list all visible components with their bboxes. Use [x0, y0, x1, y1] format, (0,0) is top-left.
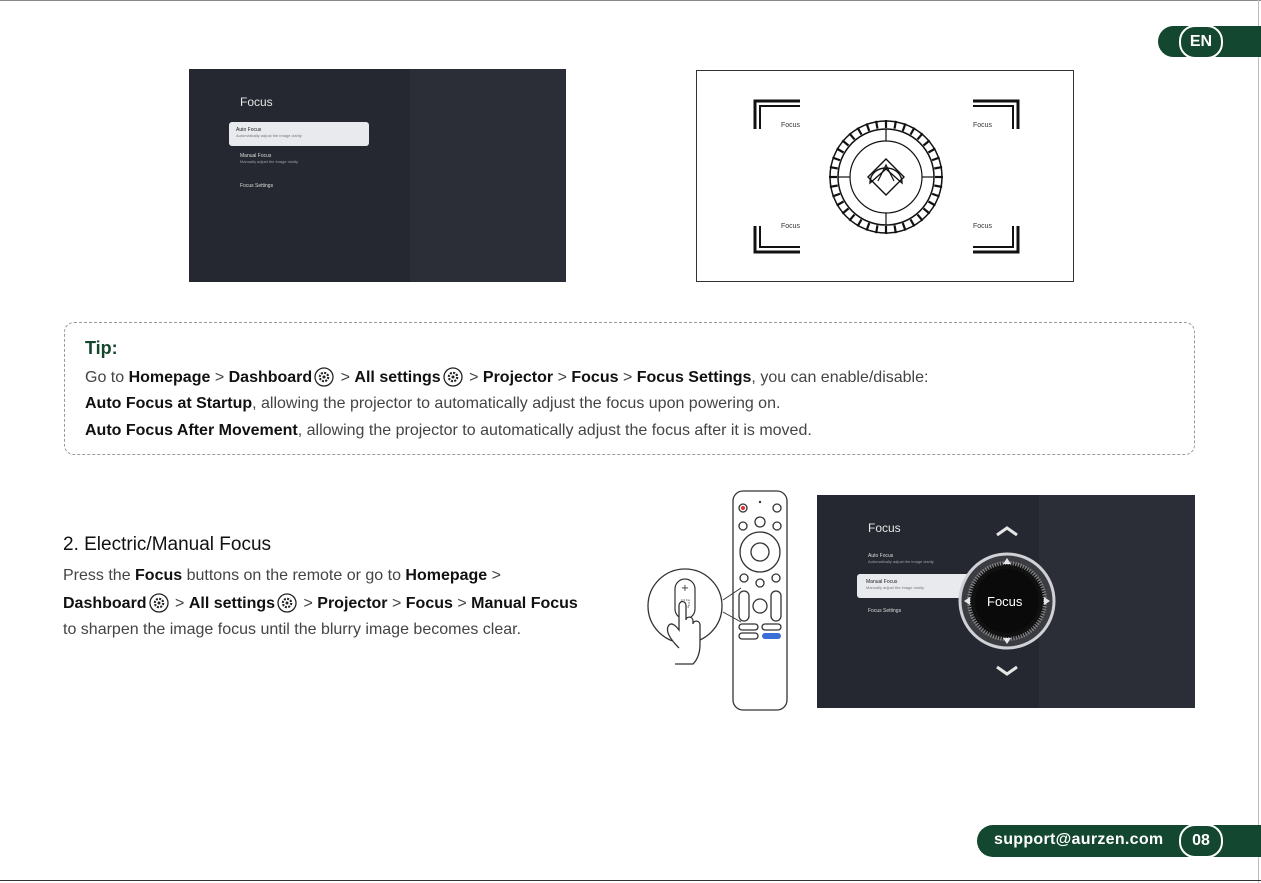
settings-gear-icon: [149, 593, 169, 613]
path-focus: Focus: [405, 595, 453, 612]
remote-illustration: [645, 488, 795, 713]
text: Press the: [63, 567, 136, 584]
path-all-settings: All settings: [188, 595, 276, 612]
top-rule: [0, 0, 1261, 1]
separator: >: [170, 595, 189, 612]
menu-item-manual-focus: [240, 153, 298, 164]
menu-item-auto-focus: [868, 553, 934, 564]
path-all-settings: All settings: [354, 369, 441, 386]
path-projector: Projector: [317, 595, 388, 612]
section-line-2: [63, 593, 578, 613]
separator: >: [618, 369, 637, 386]
focus-menu-screenshot: [189, 69, 566, 282]
pattern-label-bottom-left: Focus: [781, 223, 801, 230]
screen-title: Focus: [240, 95, 273, 109]
section-title: 2. Electric/Manual Focus: [63, 534, 272, 555]
focus-button-ref: Focus: [135, 567, 183, 584]
path-projector: Projector: [482, 369, 554, 386]
menu-item-sub: Automatically adjust the image clarity: [868, 559, 934, 564]
remote-body: [733, 491, 787, 710]
option-auto-focus-after-movement: Auto Focus After Movement: [85, 422, 298, 439]
tip-title: Tip:: [85, 338, 118, 358]
pattern-label-bottom-right: Focus: [973, 223, 993, 230]
menu-item-focus-settings: Focus Settings: [868, 608, 902, 614]
manual-focus-screenshot: [817, 495, 1195, 708]
tip-line-1: [85, 367, 928, 387]
option-auto-focus-startup: Auto Focus at Startup: [85, 395, 253, 412]
separator: >: [464, 369, 483, 386]
separator: >: [487, 567, 501, 584]
path-homepage: Homepage: [128, 369, 211, 386]
menu-item-focus-settings: Focus Settings: [240, 183, 274, 189]
focus-test-pattern: [696, 70, 1074, 282]
screen-title: Focus: [868, 521, 901, 535]
chevron-down-icon: [997, 667, 1017, 674]
separator: >: [452, 595, 472, 612]
path-manual-focus: Manual Focus: [471, 595, 578, 612]
focus-pattern-graphic: [697, 71, 1075, 283]
settings-gear-icon: [443, 367, 463, 387]
svg-text:+: +: [680, 583, 690, 594]
separator: >: [299, 595, 318, 612]
screen-right-pane: [1039, 495, 1195, 708]
path-dashboard: Dashboard: [228, 369, 313, 386]
path-focus-settings: Focus Settings: [636, 369, 752, 386]
separator: >: [553, 369, 572, 386]
text: Go to: [85, 369, 129, 386]
text: , allowing the projector to automatically adjust the focus upon powering on.: [252, 395, 781, 412]
pattern-label-top-left: Focus: [781, 122, 801, 129]
path-homepage: Homepage: [405, 567, 488, 584]
section-line-1: [63, 567, 501, 585]
text: buttons on the remote or go to: [182, 567, 406, 584]
chevron-up-icon: [997, 528, 1017, 535]
section-line-3: to sharpen the image focus until the blurry image becomes clear.: [63, 621, 522, 638]
menu-item-label: Auto Focus: [236, 127, 262, 133]
menu-item-sub: Manually adjust the image clarity: [866, 585, 925, 590]
tip-line-3: [85, 422, 812, 440]
focus-dial-label: Focus: [987, 594, 1023, 609]
menu-item-label: Auto Focus: [868, 553, 894, 559]
support-email[interactable]: support@aurzen.com: [994, 831, 1164, 848]
language-badge: EN: [1179, 25, 1223, 59]
text: , you can enable/disable:: [751, 369, 929, 386]
menu-item-sub: Manually adjust the image clarity: [240, 159, 299, 164]
separator: >: [336, 369, 355, 386]
page-number: 08: [1179, 824, 1223, 858]
menu-item-label: Manual Focus: [240, 153, 272, 159]
separator: >: [210, 369, 229, 386]
path-focus: Focus: [571, 369, 619, 386]
text: , allowing the projector to automatically adjust the focus after it is moved.: [297, 422, 812, 439]
separator: >: [387, 595, 406, 612]
pattern-label-top-right: Focus: [973, 122, 993, 129]
tip-line-2: [85, 395, 780, 413]
right-rule: [1258, 0, 1259, 883]
menu-item-label: Manual Focus: [866, 579, 898, 585]
settings-gear-icon: [277, 593, 297, 613]
screen-right-pane: [410, 69, 566, 282]
menu-item-auto-focus: [229, 122, 369, 146]
path-dashboard: Dashboard: [63, 595, 147, 612]
menu-item-sub: Automatically adjust the image clarity: [236, 133, 302, 138]
settings-gear-icon: [314, 367, 334, 387]
tip-box: [64, 322, 1195, 455]
bottom-rule: [0, 880, 1261, 881]
